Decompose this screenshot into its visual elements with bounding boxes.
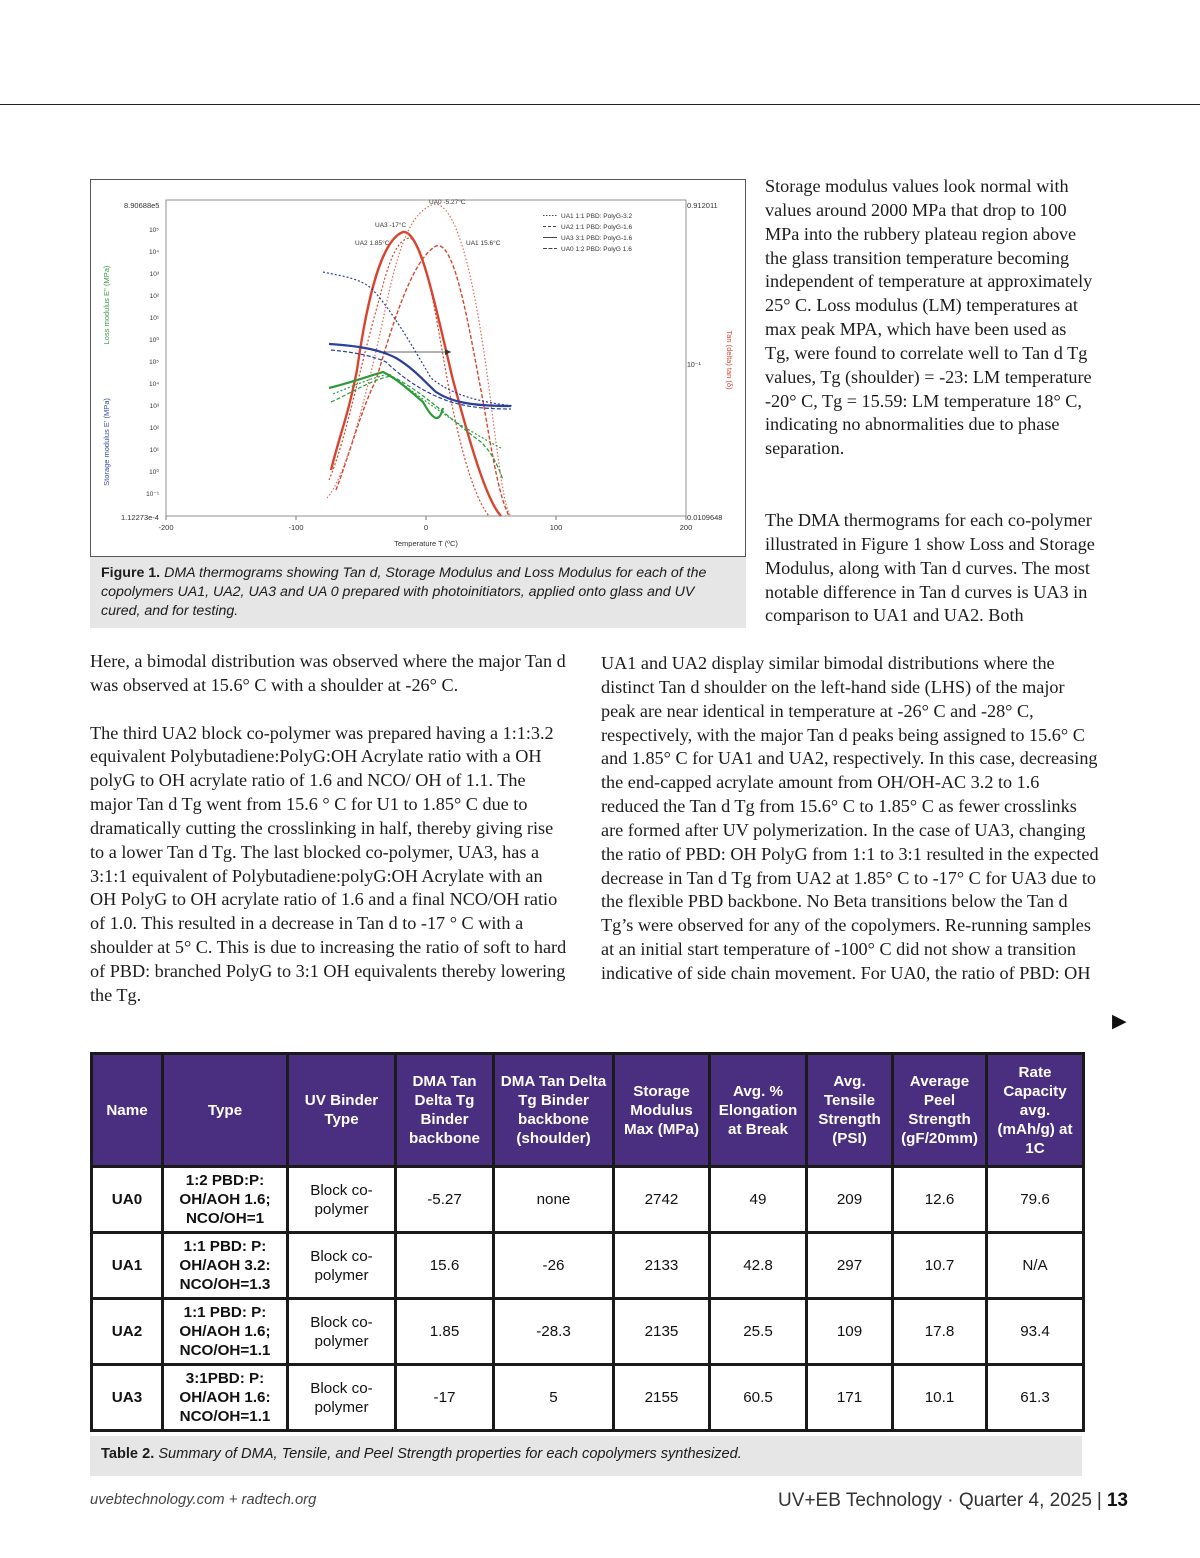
continue-arrow-icon[interactable]: ▶ <box>1112 1010 1127 1032</box>
table-cell: -28.3 <box>494 1299 614 1365</box>
publication-name: UV+EB Technology · Quarter 4, 2025 <box>778 1490 1092 1511</box>
y-tick-labels <box>146 227 160 498</box>
table-caption-text: Summary of DMA, Tensile, and Peel Strength properties for each copolymers synthesized. <box>158 1446 742 1462</box>
table-cell: none <box>494 1167 614 1233</box>
storage-modulus-curves <box>323 272 513 409</box>
peak-annotations <box>355 198 501 247</box>
footer-site-links[interactable]: uvebtechnology.com + radtech.org <box>90 1492 317 1508</box>
table-row <box>92 1167 1084 1233</box>
table-cell: 1:1 PBD: P: OH/AOH 3.2: NCO/OH=1.3 <box>163 1233 288 1299</box>
x-tick-label: 100 <box>549 523 563 532</box>
table-row <box>92 1365 1084 1431</box>
table-cell: UA1 <box>92 1233 163 1299</box>
table-cell: 10.1 <box>893 1365 987 1431</box>
table-cell: 1:2 PBD:P: OH/AOH 1.6; NCO/OH=1 <box>163 1167 288 1233</box>
paragraph: Here, a bimodal distribution was observed where the major Tan d was observed at 15.6° C with a shoulder at -26° C. <box>90 651 566 695</box>
table-cell: UA3 <box>92 1365 163 1431</box>
table-cell: N/A <box>987 1233 1084 1299</box>
tan-curve-ua2 <box>329 238 489 516</box>
legend-entry: UA2 1:1 PBD: PolyG-1.6 <box>561 224 633 231</box>
left-top-value: 8.90688e5 <box>124 201 160 210</box>
column-header: Avg. Tensile Strength (PSI) <box>807 1054 893 1167</box>
y-tick-label: 10⁴ <box>148 249 159 256</box>
legend-entry: UA3 3:1 PBD: PolyG-1.6 <box>561 235 633 242</box>
footer-publication <box>778 1490 1128 1512</box>
peak-annotation: UA0 -5.27°C <box>429 199 466 206</box>
y-tick-label: 10⁵ <box>149 227 159 234</box>
y-tick-label: 10⁴ <box>148 381 159 388</box>
header-rule <box>0 104 1200 105</box>
y-tick-label: 10⁰ <box>149 469 159 476</box>
table-caption-label: Table 2. <box>101 1446 155 1462</box>
column-header: Storage Modulus Max (MPa) <box>614 1054 710 1167</box>
table-cell: -17 <box>396 1365 494 1431</box>
table-cell: 25.5 <box>710 1299 807 1365</box>
column-header: Average Peel Strength (gF/20mm) <box>893 1054 987 1167</box>
column-header: Type <box>163 1054 288 1167</box>
figure-caption-label: Figure 1. <box>101 565 161 581</box>
tan-curve-ua1 <box>336 246 509 516</box>
table-cell: Block co-polymer <box>288 1365 396 1431</box>
y-tick-label: 10⁵ <box>149 359 159 366</box>
right-column-paragraph-2-continued <box>601 652 1101 986</box>
column-header: Rate Capacity avg. (mAh/g) at 1C <box>987 1054 1084 1167</box>
column-header: DMA Tan Delta Tg Binder backbone <box>396 1054 494 1167</box>
table-cell: 79.6 <box>987 1167 1084 1233</box>
table-cell: 5 <box>494 1365 614 1431</box>
table-cell: -26 <box>494 1233 614 1299</box>
loss-modulus-axis-label: Loss modulus E'' (MPa) <box>102 265 111 345</box>
page-number: 13 <box>1106 1490 1128 1511</box>
paragraph: UA1 and UA2 display similar bimodal distributions where the distinct Tan d shoulder on the left-hand side (LHS) of the major peak are near identical in temperature at -26° C and -28° C, respectively, with the major Tan d peaks being assigned to 15.6° C and 1.85° C for UA1 and UA2, respectively. In this case, decreasing the end-capped acrylate amount from OH/OH-AC 3.2 to 1.6 reduced the Tan d Tg from 15.6° C to 1.85° C as fewer crosslinks are formed after UV polymerization. In the case of UA3, changing the ratio of PBD: OH PolyG from 1:1 to 3:1 resulted in the expected decrease in Tan d Tg from UA2 at 1.85° C to -17° C for UA3 due to the flexible PBD backbone. No Beta transitions below the Tan d Tg’s were observed for any of the copolymers. Re-running samples at an initial start temperature of -100° C did not show a transition indicative of side chain movement. For UA0, the ratio of PBD: OH <box>601 653 1099 983</box>
table-cell: UA2 <box>92 1299 163 1365</box>
y-tick-label: 10⁰ <box>149 337 159 344</box>
y-tick-label: 10² <box>149 425 159 432</box>
left-column <box>90 650 570 1008</box>
loss-curve-ua2 <box>333 374 501 448</box>
y-tick-label: 10³ <box>149 403 159 410</box>
table-cell: 12.6 <box>893 1167 987 1233</box>
y-tick-label: 10⁻¹ <box>146 491 159 498</box>
table-cell: 297 <box>807 1233 893 1299</box>
column-header: DMA Tan Delta Tg Binder backbone (shoulder) <box>494 1054 614 1167</box>
tan-delta-curves <box>327 204 511 516</box>
peak-annotation: UA1 15.6°C <box>466 240 501 247</box>
summary-table <box>90 1052 1085 1432</box>
table-cell: 209 <box>807 1167 893 1233</box>
figure-caption-text: DMA thermograms showing Tan d, Storage Modulus and Loss Modulus for each of the copolymers UA1, UA2, UA3 and UA 0 prepared with photoinitiators, applied onto glass and UV cured, and for testing. <box>101 565 707 619</box>
table-cell: -5.27 <box>396 1167 494 1233</box>
right-column-paragraph-2 <box>765 509 1095 628</box>
table-cell: 2742 <box>614 1167 710 1233</box>
table-cell: 60.5 <box>710 1365 807 1431</box>
figure-1 <box>90 179 746 557</box>
table-cell: 15.6 <box>396 1233 494 1299</box>
legend-entry: UA0 1:2 PBD: PolyG 1.6 <box>561 246 632 253</box>
dma-chart <box>91 180 747 558</box>
storage-curve-ua1 <box>323 272 513 406</box>
table-cell: 1:1 PBD: P: OH/AOH 1.6; NCO/OH=1.1 <box>163 1299 288 1365</box>
table-cell: 10.7 <box>893 1233 987 1299</box>
y-tick-label: 10¹ <box>149 447 159 454</box>
table-cell: UA0 <box>92 1167 163 1233</box>
x-tick-label: -100 <box>288 523 304 532</box>
table-cell: Block co-polymer <box>288 1167 396 1233</box>
table-cell: 2155 <box>614 1365 710 1431</box>
table-cell: 2135 <box>614 1299 710 1365</box>
right-bottom-value: 0.0109648 <box>687 513 723 522</box>
y-tick-label: 10² <box>149 293 159 300</box>
right-mid-value: 10⁻¹ <box>687 362 701 369</box>
table-header-row <box>92 1054 1084 1167</box>
y-tick-label: 10¹ <box>149 315 159 322</box>
tan-delta-axis-label: Tan (delta) tan (δ) <box>725 330 734 390</box>
loss-curve-ua3 <box>329 372 443 418</box>
table-cell: 2133 <box>614 1233 710 1299</box>
table-cell: 49 <box>710 1167 807 1233</box>
table-cell: Block co-polymer <box>288 1233 396 1299</box>
peak-annotation: UA3 -17°C <box>375 222 407 229</box>
table-cell: 61.3 <box>987 1365 1084 1431</box>
x-axis-label: Temperature T (ºC) <box>394 539 458 548</box>
y-tick-label: 10³ <box>149 271 159 278</box>
figure-caption <box>90 557 746 628</box>
table-cell: 42.8 <box>710 1233 807 1299</box>
peak-annotation: UA2 1.85°C <box>355 240 390 247</box>
paragraph: The third UA2 block co-polymer was prepared having a 1:1:3.2 equivalent Polybutadiene:PolyG:OH Acrylate ratio with a OH polyG to OH acrylate ratio of 1.6 and NCO/ OH of 1.1. The major Tan d Tg went from 15.6 ° C for U1 to 1.85° C due to dramatically cutting the crosslinking in half, thereby giving rise to a lower Tan d Tg. The last blocked co-polymer, UA3, has a 3:1:1 equivalent of Polybutadiene:polyG:OH Acrylate with an OH PolyG to OH acrylate ratio of 1.6 and a final NCO/OH ratio of 1.0. This resulted in a decrease in Tan d to -17 ° C with a shoulder at 5° C. This is due to increasing the ratio of soft to hard of PBD: branched PolyG to 3:1 OH equivalents thereby lowering the Tg. <box>90 722 567 1005</box>
right-column-paragraph-1 <box>765 175 1095 461</box>
legend-entry: UA1 1:1 PBD: PolyG-3.2 <box>561 213 633 220</box>
table-cell: Block co-polymer <box>288 1299 396 1365</box>
x-tick-label: 0 <box>423 523 429 532</box>
table-cell: 17.8 <box>893 1299 987 1365</box>
footer-separator: | <box>1096 1490 1102 1511</box>
storage-modulus-axis-label: Storage modulus E' (MPa) <box>102 398 111 486</box>
table-cell: 1.85 <box>396 1299 494 1365</box>
table-row <box>92 1233 1084 1299</box>
table-row <box>92 1299 1084 1365</box>
x-tick-label: -200 <box>158 523 174 532</box>
table-cell: 93.4 <box>987 1299 1084 1365</box>
x-tick-labels <box>158 516 692 532</box>
x-tick-label: 200 <box>679 523 693 532</box>
chart-legend <box>543 213 633 253</box>
right-top-value: 0.912011 <box>687 201 718 210</box>
table-caption <box>90 1436 1082 1476</box>
left-bottom-value: 1.12273e-4 <box>121 513 159 522</box>
table-cell: 3:1PBD: P: OH/AOH 1.6: NCO/OH=1.1 <box>163 1365 288 1431</box>
paragraph: Storage modulus values look normal with values around 2000 MPa that drop to 100 MPa into the rubbery plateau region above the glass transition temperature becoming independent of temperature at approximately 25° C. Loss modulus (LM) temperatures at max peak MPA, which have been used as Tg, were found to correlate well to Tan d Tg values, Tg (shoulder) = -23: LM temperature -20° C, Tg = 15.59: LM temperature 18° C, indicating no abnormalities due to phase separation. <box>765 176 1093 459</box>
column-header: Name <box>92 1054 163 1167</box>
table-cell: 171 <box>807 1365 893 1431</box>
table-cell: 109 <box>807 1299 893 1365</box>
paragraph: The DMA thermograms for each co-polymer illustrated in Figure 1 show Loss and Storage Modulus, along with Tan d curves. The most notable difference in Tan d curves is UA3 in comparison to UA1 and UA2. Both <box>765 510 1095 626</box>
column-header: Avg. % Elongation at Break <box>710 1054 807 1167</box>
column-header: UV Binder Type <box>288 1054 396 1167</box>
